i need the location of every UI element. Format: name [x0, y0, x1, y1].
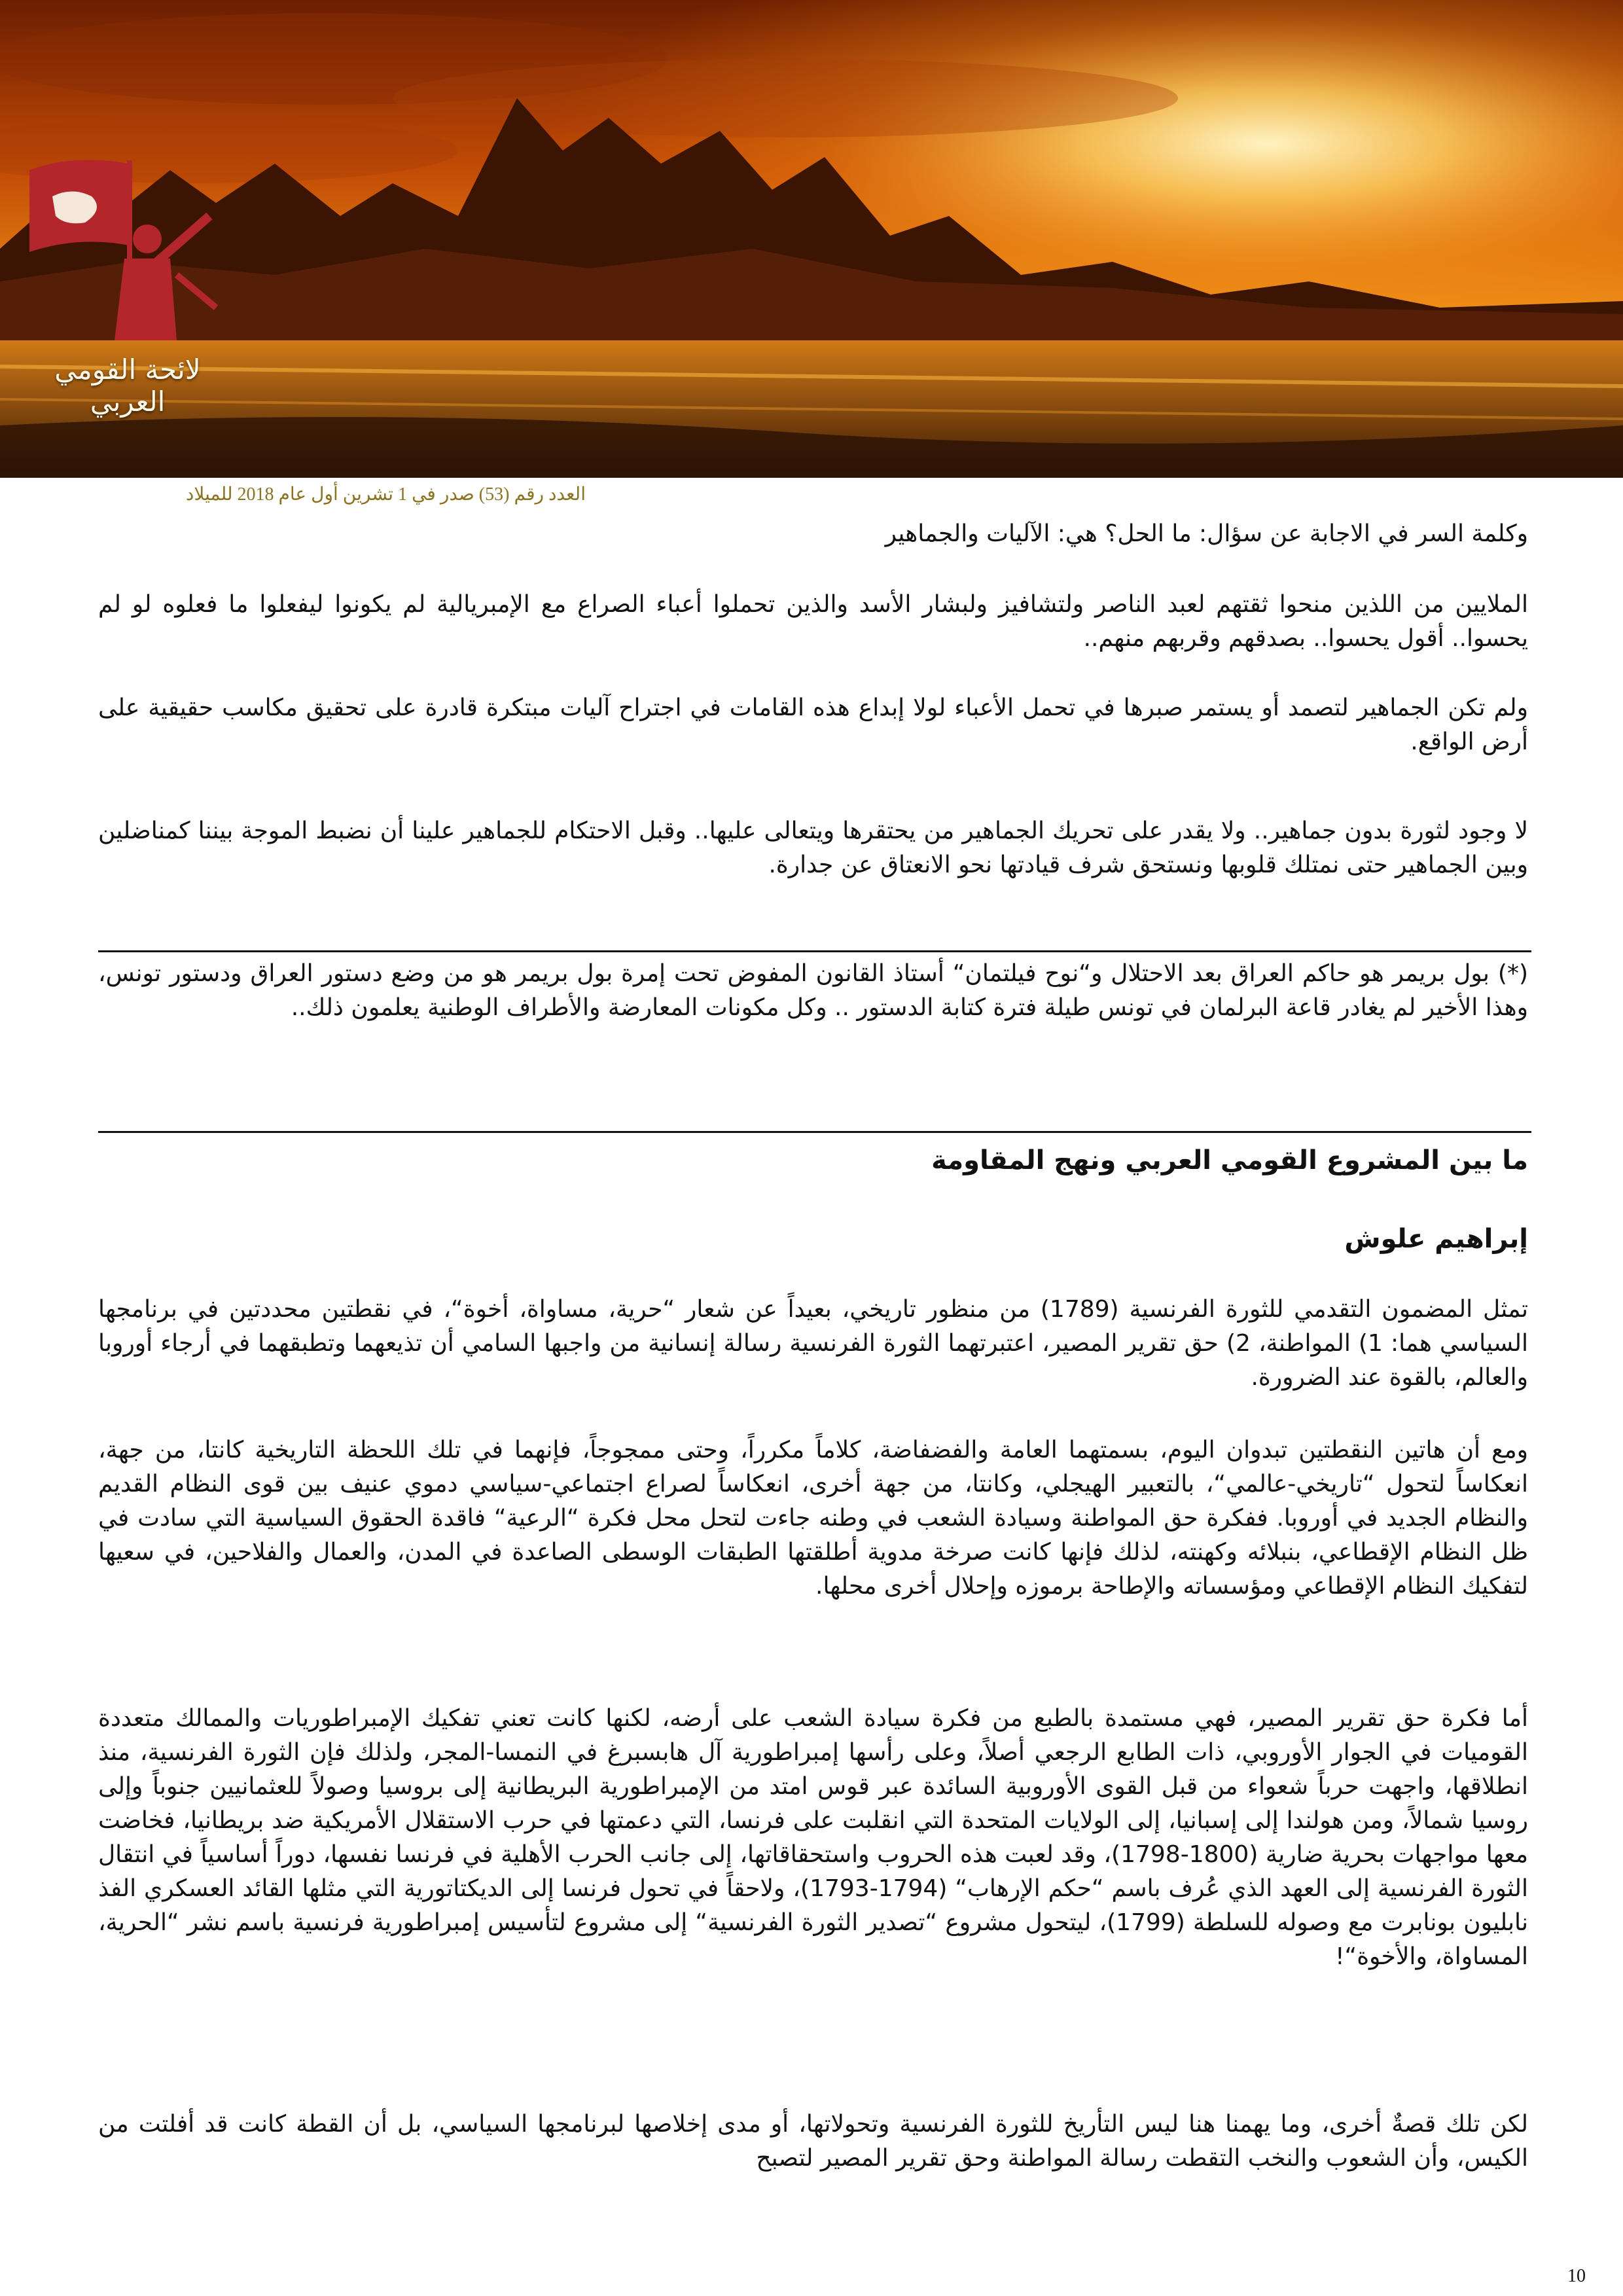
article1-p1: وكلمة السر في الاجابة عن سؤال: ما الحل؟ هي: الآليات والجماهير — [885, 520, 1528, 547]
sunset-mountains-image — [0, 0, 1623, 478]
article2-p1: تمثل المضمون التقدمي للثورة الفرنسية (1789) من منظور تاريخي، بعيداً عن شعار “حرية، مساواة، أخوة“، في نقطتين محددتين في برنامجها السياسي هما: 1) المواطنة، 2) حق تقرير المصير، اعتبرتهما الثورة الفرنسية رسالة إنسانية من واجبها السامي أن تذيعهما وتطبقهما في أرجاء أوروبا والعالم، بالقوة عند الضرورة. — [98, 1296, 1529, 1391]
footnote: (*) بول بريمر هو حاكم العراق بعد الاحتلال و“نوح فيلتمان“ أستاذ القانون المفوض تحت إمرة بول بريمر هو من وضع دستور العراق ودستور تونس، وهذا الأخير لم يغادر قاعة البرلمان في تونس طيلة فترة كتابة الدستور .. وكل مكونات المعارضة والأطراف الوطنية يعلمون ذلك.. — [98, 960, 1528, 1021]
article2-p2: ومع أن هاتين النقطتين تبدوان اليوم، بسمتهما العامة والفضفاضة، كلاماً مكرراً، وحتى ممجوجاً، فإنهما في تلك اللحظة التاريخية كانتا، من جهة، انعكاساً لتحول “تاريخي-عالمي“، بالتعبير الهيجلي، وكانتا، من جهة أخرى، انعكاساً لصراع اجتماعي-سياسي دموي عنيف بين قوى النظام القديم والنظام الجديد في أوروبا. ففكرة حق المواطنة وسيادة الشعب في وطنه جاءت لتحل محل فكرة “الرعية“ فاقدة الحقوق السياسية التي سادت في ظل النظام الإقطاعي، بنبلائه وكهنته، لذلك فإنها كانت صرخة مدوية أطلقتها الطبقات الوسطى الصاعدة في المدن، والعمال والفلاحين، في سعيها لتفكيك النظام الإقطاعي ومؤسساته والإطاحة برموزه وإحلال أخرى محلها. — [98, 1437, 1528, 1600]
author-name: إبراهيم علوش — [1344, 1224, 1528, 1254]
article-title: ما بين المشروع القومي العربي ونهج المقاومة — [931, 1145, 1528, 1175]
header-banner — [0, 0, 1623, 478]
issue-line: العدد رقم (53) صدر في 1 تشرين أول عام 2018 للميلاد — [185, 484, 586, 505]
article2-p4: لكن تلك قصةٌ أخرى، وما يهمنا هنا ليس التأريخ للثورة الفرنسية وتحولاتها، أو مدى إخلاصها لبرنامجها السياسي، بل أن القطة كانت قد أفلتت من الكيس، وأن الشعوب والنخب التقطت رسالة المواطنة وحق تقرير المصير لتصبح — [98, 2111, 1528, 2172]
footnote-divider — [98, 950, 1531, 952]
page-number: 10 — [1567, 2266, 1586, 2286]
article1-p2: الملايين من اللذين منحوا ثقتهم لعبد الناصر ولتشافيز ولبشار الأسد والذين تحملوا أعباء الصراع مع الإمبريالية لم يكونوا ليفعلوا ما فعلوه لو لم يحسوا.. أقول يحسوا.. بصدقهم وقربهم منهم.. — [98, 591, 1528, 652]
article-divider — [98, 1131, 1531, 1133]
logo-caption: لائحة القومي العربي — [54, 353, 201, 418]
article2-p3: أما فكرة حق تقرير المصير، فهي مستمدة بالطبع من فكرة سيادة الشعب على أرضه، لكنها كانت تعني تفكيك الإمبراطوريات والممالك متعددة القوميات في الجوار الأوروبي، ذات الطابع الرجعي أصلاً، وعلى رأسها إمبراطورية آل هابسبرغ في النمسا-المجر، ولذلك فإن الثورة الفرنسية، منذ انطلاقها، واجهت حرباً شعواء من قبل القوى الأوروبية السائدة عبر قوس امتد من الإمبراطورية البريطانية إلى بروسيا وصولاً للعثمانيين جنوباً وإلى روسيا شمالاً، ومن هولندا إلى إسبانيا، إلى الولايات المتحدة التي انقلبت على فرنسا، التي دعمتها في حرب الاستقلال الأمريكية ضد بريطانيا، فخاضت معها مواجهات بحرية ضارية (1800-1798)، وقد لعبت هذه الحروب واستحقاقاتها، إلى جانب الحرب الأهلية في فرنسا نفسها، دوراً أساسياً في انتقال الثورة الفرنسية إلى العهد الذي عُرف باسم “حكم الإرهاب“ (1794-1793)، ولاحقاً في تحول فرنسا إلى الديكتاتورية التي مثلها القائد العسكري الفذ نابليون بونابرت مع وصوله للسلطة (1799)، ليتحول مشروع “تصدير الثورة الفرنسية“ إلى مشروع لتأسيس إمبراطورية فرنسية باسم نشر “الحرية، المساواة، والأخوة“! — [98, 1705, 1529, 1970]
article1-p3: ولم تكن الجماهير لتصمد أو يستمر صبرها في تحمل الأعباء لولا إبداع هذه القامات في اجتراح آليات مبتكرة قادرة على تحقيق مكاسب حقيقية على أرض الواقع. — [98, 694, 1528, 755]
article1-p4: لا وجود لثورة بدون جماهير.. ولا يقدر على تحريك الجماهير من يحتقرها ويتعالى عليها.. وقبل الاحتكام للجماهير علينا أن نضبط الموجة بيننا كمناضلين وبين الجماهير حتى نمتلك قلوبها ونستحق شرف قيادتها نحو الانعتاق عن جدارة. — [98, 817, 1528, 878]
